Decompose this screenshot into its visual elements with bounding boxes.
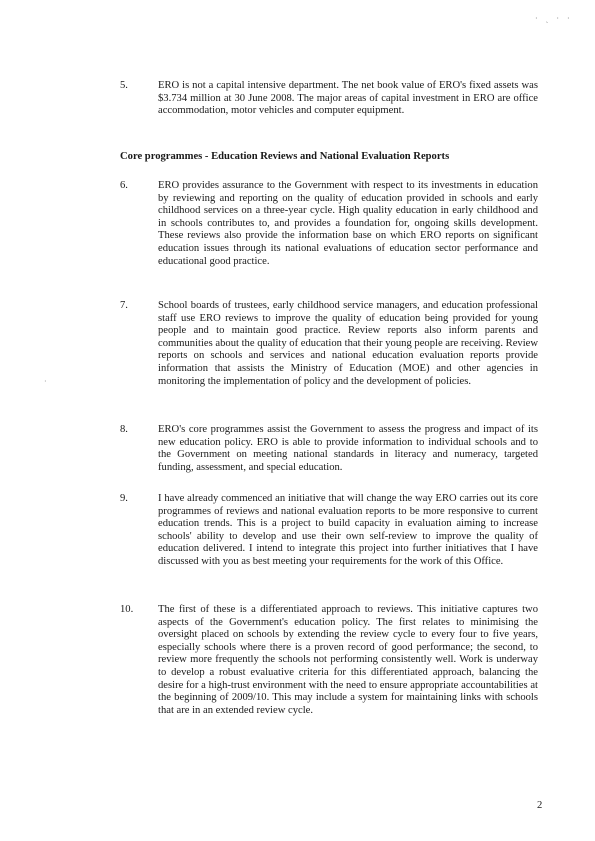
paragraph-9 [120, 493, 538, 569]
paragraph-10 [120, 604, 538, 717]
page-number: 2 [537, 800, 543, 811]
paragraph-5 [120, 80, 538, 118]
paragraph-8 [120, 424, 538, 474]
paragraph-number: 10. [120, 604, 134, 615]
paragraph-text: ERO is not a capital intensive department. The net book value of ERO's fixed assets was $3.734 million at 30 June 2008. The major areas of capital investment in ERO are office accommodation, motor vehicles and computer equipment. [158, 80, 538, 117]
paragraph-text: School boards of trustees, early childhood service managers, and education professional staff use ERO reviews to improve the quality of education being provided for young people and to maintain good practice. Review reports also inform parents and communities about the quality of education that their young people are receiving. Review reports on schools and services and national education evaluation reports provide information that assists the Ministry of Education (MOE) and other agencies in monitoring the implementation of policy and the development of policies. [158, 300, 538, 387]
paragraph-7 [120, 300, 538, 388]
paragraph-number: 8. [120, 424, 128, 435]
paragraph-text: ERO provides assurance to the Government with respect to its investments in education by reviewing and reporting on the quality of education provided in schools and early childhood services on a three-year cycle. High quality education in early childhood and in schools contributes to, and provides a foundation for, ongoing skills development. These reviews also provide the information base on which ERO reports on significant education issues through its national evaluations of education sector performance and educational good practice. [158, 180, 538, 267]
section-heading: Core programmes - Education Reviews and National Evaluation Reports [120, 151, 450, 162]
paragraph-text: The first of these is a differentiated approach to reviews. This initiative captures two aspects of the Government's education policy. The first relates to minimising the oversight placed on schools by extending the review cycle to every four to five years, especially schools where there is a proven record of good performance; the second, to review more frequently the schools not performing consistently well. Work is underway to develop a robust evaluative criteria for this differentiated approach, balancing the desire for a high-trust environment with the need to ensure appropriate accountabilities at the beginning of 2009/10. This may include a system for maintaining links with schools that are in an extended review cycle. [158, 604, 538, 716]
paragraph-text: ERO's core programmes assist the Government to assess the progress and impact of its new education policy. ERO is able to provide information to individual schools and to the Government on meeting national standards in literacy and numeracy, targeted funding, assessment, and special education. [158, 424, 538, 473]
paragraph-text: I have already commenced an initiative that will change the way ERO carries out its core programmes of reviews and national evaluation reports to be more responsive to current education trends. This is a project to build capacity in evaluation aiming to increase schools' ability to develop and use their own self-review to improve the quality of education delivered. I intend to integrate this project into further initiatives that I have discussed with you as best meeting your requirements for the work of this Office. [158, 493, 538, 567]
paragraph-number: 9. [120, 493, 128, 504]
paragraph-number: 6. [120, 180, 128, 191]
scan-corner-marks: · ˎ · · [535, 14, 573, 23]
scan-stray-mark: · [44, 377, 47, 386]
paragraph-6 [120, 180, 538, 268]
paragraph-number: 5. [120, 80, 128, 91]
paragraph-number: 7. [120, 300, 128, 311]
